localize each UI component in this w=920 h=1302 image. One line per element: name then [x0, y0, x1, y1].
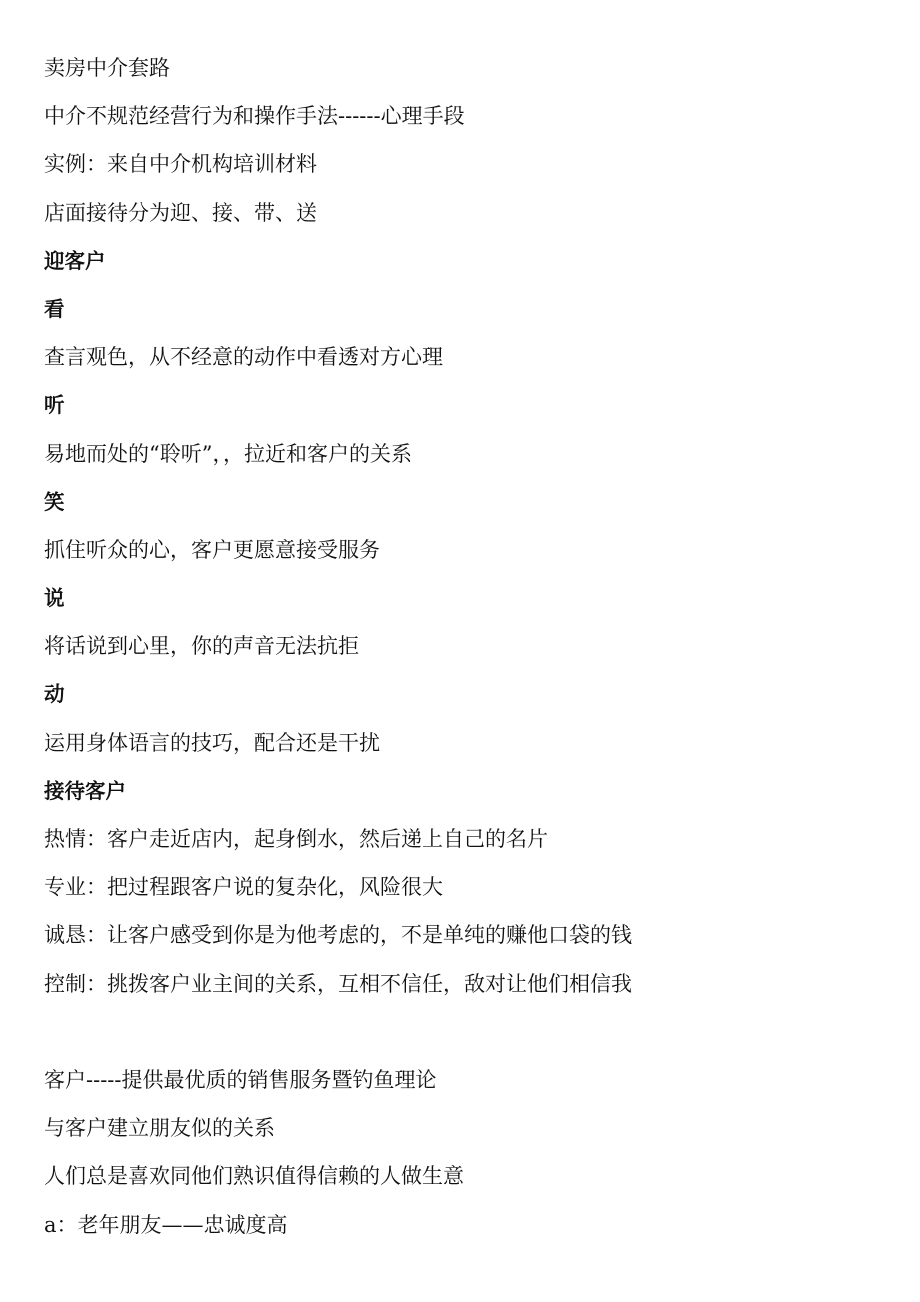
document-title: 卖房中介套路: [44, 56, 170, 80]
paragraph: 专业：把过程跟客户说的复杂化，风险很大: [44, 875, 443, 900]
subheading-listen: 听: [44, 393, 65, 418]
paragraph: 客户-----提供最优质的销售服务暨钓鱼理论: [44, 1067, 437, 1092]
paragraph: 控制：挑拨客户业主间的关系，互相不信任，敌对让他们相信我: [44, 971, 632, 996]
paragraph: a：老年朋友——忠诚度高: [44, 1212, 288, 1237]
paragraph: 实例：来自中介机构培训材料: [44, 152, 317, 177]
paragraph: 与客户建立朋友似的关系: [44, 1116, 275, 1141]
document-page: [44, 46, 904, 1251]
paragraph: 热情：客户走近店内，起身倒水，然后递上自己的名片: [44, 827, 548, 851]
paragraph: 诚恳：让客户感受到你是为他考虑的，不是单纯的赚他口袋的钱: [44, 923, 632, 948]
paragraph: 将话说到心里，你的声音无法抗拒: [44, 634, 359, 659]
subheading-move: 动: [44, 682, 65, 707]
paragraph: 查言观色，从不经意的动作中看透对方心理: [44, 345, 443, 370]
paragraph: 抓住听众的心，客户更愿意接受服务: [44, 537, 380, 562]
paragraph: 易地而处的“聆听”，，拉近和客户的关系: [44, 441, 412, 466]
section-heading-welcome: 迎客户: [44, 248, 106, 273]
paragraph: 人们总是喜欢同他们熟识值得信赖的人做生意: [44, 1164, 464, 1189]
paragraph: 店面接待分为迎、接、带、送: [44, 200, 317, 225]
paragraph: 中介不规范经营行为和操作手法------心理手段: [44, 104, 465, 129]
paragraph: 运用身体语言的技巧，配合还是干扰: [44, 730, 380, 755]
subheading-look: 看: [44, 296, 65, 321]
section-heading-reception: 接待客户: [44, 778, 126, 803]
subheading-speak: 说: [44, 586, 65, 611]
blank-line: [44, 1010, 904, 1058]
subheading-smile: 笑: [44, 489, 65, 514]
